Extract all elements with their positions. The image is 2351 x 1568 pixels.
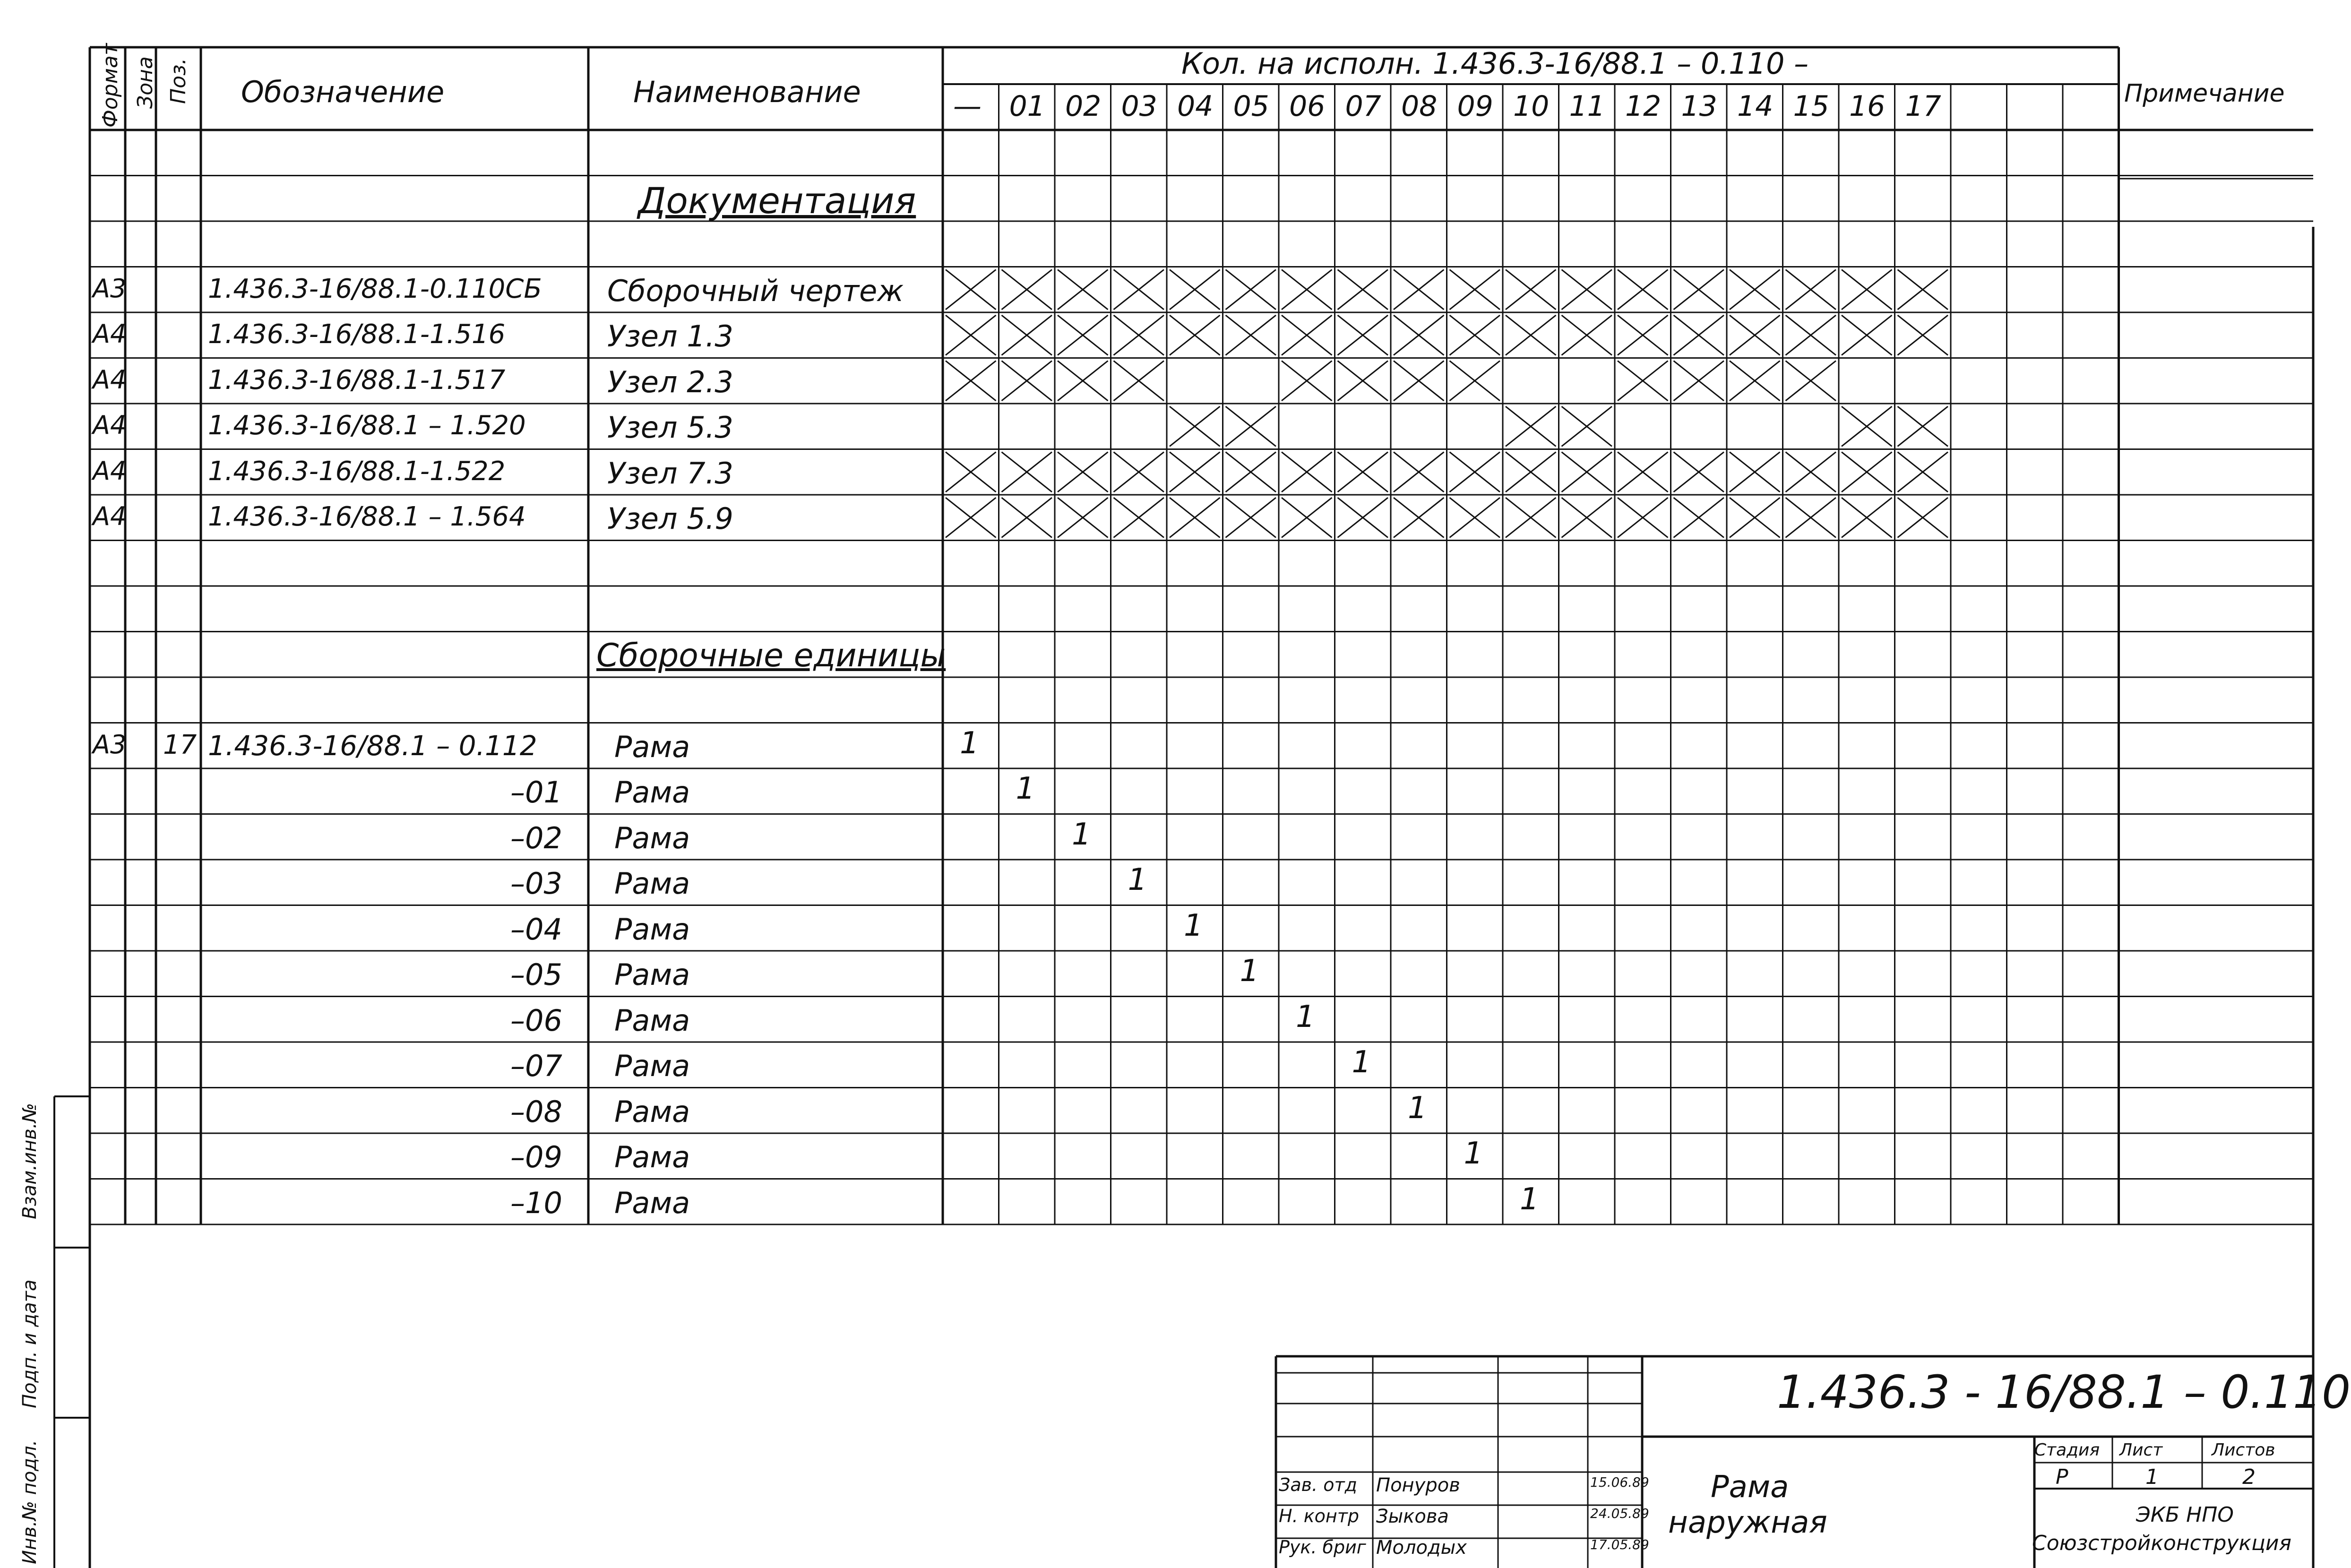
doc-mark [1898,452,1948,492]
doc-mark [1058,270,1108,310]
doc-mark [946,452,996,492]
doc-mark [1562,498,1612,538]
doc-mark [1338,270,1388,310]
doc-mark [1394,498,1444,538]
signer-role: Рук. бриг [1279,1537,1366,1558]
doc-mark [1730,452,1780,492]
doc-format: А3 [93,273,127,303]
doc-mark [1058,498,1108,538]
assembly-designation: –04 [510,912,562,947]
assembly-qty: 1 [1520,1181,1539,1217]
section-documentation: Документация [638,180,916,222]
doc-mark [1394,361,1444,401]
doc-mark [946,498,996,538]
doc-mark [946,361,996,401]
doc-mark [1506,452,1556,492]
header-name: Наименование [633,75,861,109]
doc-name: Сборочный чертеж [607,273,904,308]
doc-mark [1170,498,1220,538]
doc-mark [1842,315,1892,355]
doc-mark [1282,361,1332,401]
doc-mark [1842,452,1892,492]
doc-mark [1786,361,1836,401]
variant-header-1: 01 [1009,90,1045,123]
doc-mark [1786,315,1836,355]
doc-mark [1450,498,1500,538]
assembly-qty: 1 [1352,1045,1371,1080]
doc-format: А4 [93,319,127,349]
doc-mark [1226,498,1276,538]
doc-mark [1618,270,1668,310]
doc-mark [1506,270,1556,310]
doc-mark [1618,498,1668,538]
assembly-name: Рама [614,1003,690,1038]
doc-mark [1730,361,1780,401]
doc-designation: 1.436.3-16/88.1-0.110СБ [208,273,542,304]
doc-mark [1562,315,1612,355]
doc-mark [1450,315,1500,355]
doc-mark [1226,406,1276,447]
doc-mark [1674,498,1724,538]
variant-header-0: — [953,90,982,123]
doc-format: А4 [93,410,127,440]
signer-date: 24.05.89 [1590,1506,1649,1521]
assembly-designation: –02 [510,820,562,855]
assembly-qty: 1 [960,725,979,761]
doc-name: Узел 7.3 [607,456,733,491]
doc-mark [1338,315,1388,355]
doc-designation: 1.436.3-16/88.1-1.522 [208,456,506,487]
doc-mark [1058,452,1108,492]
assembly-designation: –07 [510,1049,562,1083]
assembly-name: Рама [614,957,690,992]
doc-mark [1506,498,1556,538]
assembly-designation: –09 [510,1140,562,1174]
doc-format: А4 [93,456,127,486]
stage-value: Р [2056,1465,2068,1489]
doc-format: А4 [93,501,127,531]
assembly-qty: 1 [1408,1090,1427,1126]
doc-mark [1562,452,1612,492]
organization-2: Союзстройконструкция [2032,1531,2291,1555]
product-name-2: наружная [1668,1505,1827,1540]
assembly-qty: 1 [1016,771,1035,806]
doc-mark [1842,498,1892,538]
doc-mark [1674,452,1724,492]
variant-header-8: 08 [1401,90,1438,123]
doc-format: А4 [93,364,127,395]
variant-header-5: 05 [1233,90,1269,123]
doc-mark [1786,498,1836,538]
signer-role: Зав. отд [1279,1474,1357,1495]
variant-header-7: 07 [1345,90,1381,123]
doc-mark [1002,270,1052,310]
doc-mark [1730,270,1780,310]
assembly-qty: 1 [1240,954,1259,989]
variant-header-12: 12 [1625,90,1662,123]
doc-mark [1282,498,1332,538]
doc-mark [1898,498,1948,538]
assembly-name: Рама [614,1185,690,1220]
stamp-sign-date: Подп. и дата [19,1279,41,1408]
variant-header-15: 15 [1793,90,1829,123]
assembly-qty: 1 [1128,862,1147,897]
sheets-value: 2 [2242,1465,2256,1489]
signer-name: Зыкова [1376,1506,1449,1527]
assembly-designation: –05 [510,957,562,992]
doc-mark [1282,315,1332,355]
doc-mark [1226,270,1276,310]
header-zone: Зона [133,56,157,109]
doc-mark [1394,270,1444,310]
assembly-name: Рама [614,775,690,810]
header-pos: Поз. [166,58,190,104]
doc-mark [1002,498,1052,538]
doc-mark [1170,452,1220,492]
assembly-pos: 17 [163,729,197,760]
variant-header-10: 10 [1513,90,1550,123]
organization-1: ЭКБ НПО [2136,1503,2234,1527]
doc-mark [946,315,996,355]
variant-header-6: 06 [1289,90,1326,123]
header-qty-title: Кол. на исполн. 1.436.3-16/88.1 – 0.110 – [1181,46,1809,81]
doc-mark [1618,361,1668,401]
doc-mark [1114,452,1164,492]
doc-mark [946,270,996,310]
doc-mark [1226,315,1276,355]
doc-name: Узел 5.9 [607,501,733,536]
doc-name: Узел 2.3 [607,364,733,399]
assembly-format: А3 [93,729,127,759]
signer-role: Н. контр [1279,1506,1360,1526]
doc-designation: 1.436.3-16/88.1 – 1.564 [208,501,526,532]
doc-mark [1898,270,1948,310]
assembly-designation: –06 [510,1003,562,1038]
doc-mark [1618,452,1668,492]
assembly-designation: –01 [510,775,562,810]
doc-mark [1114,498,1164,538]
doc-mark [1506,406,1556,447]
doc-mark [1618,315,1668,355]
variant-header-14: 14 [1737,90,1774,123]
doc-mark [1002,361,1052,401]
doc-mark [1674,315,1724,355]
doc-mark [1786,270,1836,310]
doc-mark [1282,270,1332,310]
assembly-name: Рама [614,1140,690,1174]
sheets-label: Листов [2212,1440,2275,1460]
assembly-name: Рама [614,1049,690,1083]
doc-mark [1338,452,1388,492]
doc-mark [1786,452,1836,492]
header-format: Формат [98,43,122,128]
variant-header-11: 11 [1569,90,1605,123]
header-notes: Примечание [2124,79,2285,108]
doc-mark [1002,452,1052,492]
variant-header-17: 17 [1905,90,1941,123]
variant-header-3: 03 [1121,90,1157,123]
doc-mark [1898,315,1948,355]
assembly-qty: 1 [1184,908,1203,943]
doc-mark [1562,406,1612,447]
assembly-designation: –03 [510,866,562,901]
signer-date: 15.06.89 [1590,1474,1649,1490]
doc-name: Узел 1.3 [607,319,733,353]
doc-mark [1842,406,1892,447]
doc-designation: 1.436.3-16/88.1-1.516 [208,319,506,350]
assembly-designation: –08 [510,1094,562,1129]
doc-mark [1730,315,1780,355]
assembly-qty: 1 [1464,1136,1483,1171]
assembly-name: Рама [614,1094,690,1129]
doc-mark [1114,361,1164,401]
doc-mark [1226,452,1276,492]
assembly-name: Рама [614,820,690,855]
doc-mark [1394,452,1444,492]
assembly-designation: –10 [510,1185,562,1220]
doc-mark [1058,315,1108,355]
signer-name: Понуров [1376,1474,1460,1496]
sheet-value: 1 [2145,1465,2159,1489]
assembly-qty: 1 [1072,817,1091,852]
doc-mark [1842,270,1892,310]
doc-mark [1114,315,1164,355]
doc-mark [1282,452,1332,492]
product-name-1: Рама [1711,1470,1789,1505]
assembly-designation: 1.436.3-16/88.1 – 0.112 [208,729,537,762]
signer-date: 17.05.89 [1590,1537,1649,1552]
variant-header-16: 16 [1849,90,1886,123]
doc-mark [1002,315,1052,355]
doc-mark [1170,406,1220,447]
doc-mark [1338,498,1388,538]
assembly-name: Рама [614,729,690,764]
variant-header-2: 02 [1065,90,1102,123]
doc-mark [1170,270,1220,310]
doc-designation: 1.436.3-16/88.1 – 1.520 [208,410,526,441]
assembly-qty: 1 [1296,999,1315,1034]
doc-mark [1562,270,1612,310]
variant-header-13: 13 [1681,90,1717,123]
header-designation: Обозначение [241,75,445,109]
doc-mark [1338,361,1388,401]
doc-mark [1730,498,1780,538]
sheet-label: Лист [2119,1440,2163,1460]
doc-designation: 1.436.3-16/88.1-1.517 [208,364,506,396]
doc-mark [1898,406,1948,447]
doc-mark [1450,361,1500,401]
doc-mark [1170,315,1220,355]
signer-name: Молодых [1376,1537,1467,1559]
assembly-name: Рама [614,912,690,947]
doc-mark [1450,270,1500,310]
doc-mark [1506,315,1556,355]
doc-mark [1058,361,1108,401]
stamp-replace-inv: Взам.инв.№ [19,1103,41,1219]
doc-mark [1114,270,1164,310]
doc-number: 1.436.3 - 16/88.1 – 0.110 [1777,1366,2351,1419]
assembly-name: Рама [614,866,690,901]
doc-mark [1674,270,1724,310]
doc-name: Узел 5.3 [607,410,733,445]
variant-header-4: 04 [1177,90,1214,123]
stamp-inv-orig: Инв.№ подл. [19,1439,41,1564]
doc-mark [1674,361,1724,401]
section-assembly-units: Сборочные единицы [596,637,946,674]
doc-mark [1394,315,1444,355]
variant-header-9: 09 [1457,90,1493,123]
stage-label: Стадия [2034,1440,2100,1460]
doc-mark [1450,452,1500,492]
